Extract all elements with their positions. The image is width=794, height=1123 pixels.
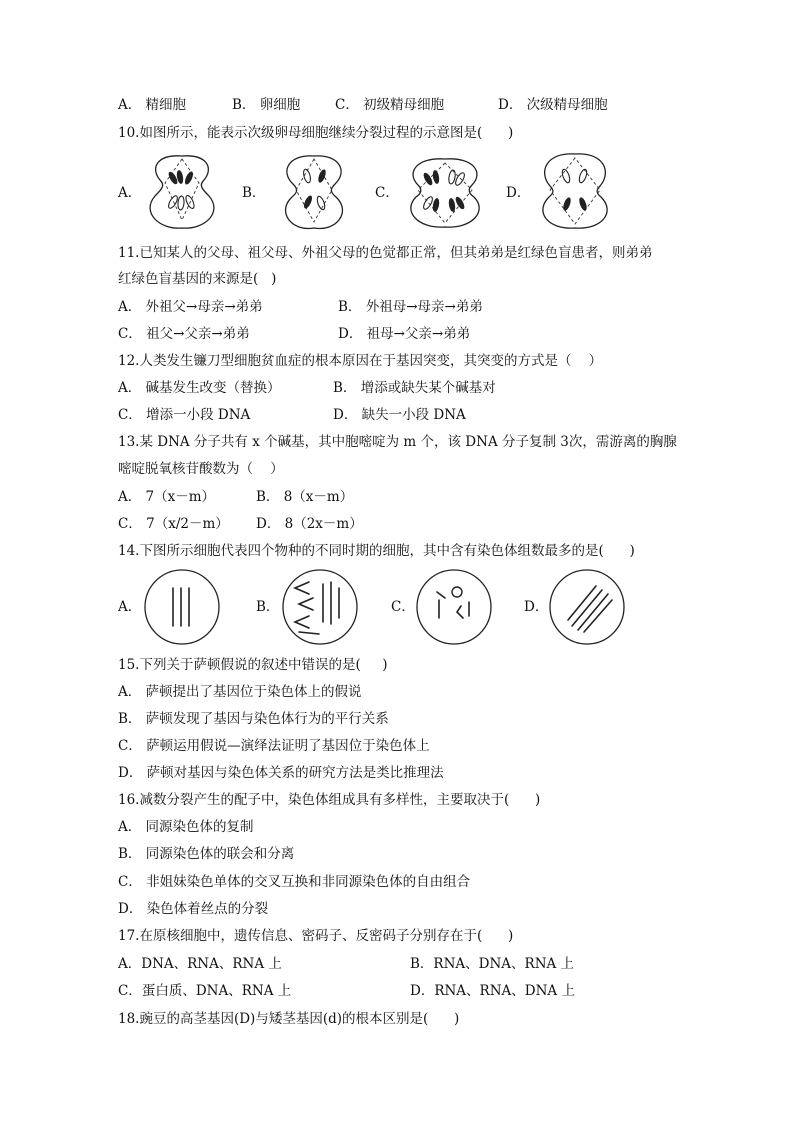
q14-cell-c-diagram — [415, 568, 493, 646]
q14-figure-label-c: C． — [391, 599, 415, 615]
q14-stem: 14.下图所示细胞代表四个物种的不同时期的细胞，其中含有染色体组数最多的是( ) — [118, 543, 635, 559]
q15-stem: 15.下列关于萨顿假说的叙述中错误的是( ) — [118, 657, 388, 673]
q12-option-b: B． 增添或缺失某个碱基对 — [333, 380, 496, 396]
q11-stem-line1: 11.已知某人的父母、祖父母、外祖父母的色觉都正常，但其弟弟是红绿色盲患者，则弟弟 — [118, 245, 653, 261]
q9-option-b: B． 卵细胞 — [232, 97, 301, 113]
q12-option-d: D． 缺失一小段 DNA — [333, 407, 466, 423]
q10-cell-c-diagram — [406, 155, 484, 230]
q9-option-c: C． 初级精母细胞 — [335, 97, 445, 113]
q9-option-d: D． 次级精母细胞 — [498, 97, 608, 113]
q11-option-b: B． 外祖母→母亲→弟弟 — [338, 299, 483, 315]
q11-option-d: D． 祖母→父亲→弟弟 — [338, 326, 471, 342]
q11-option-a: A． 外祖父→母亲→弟弟 — [118, 299, 263, 315]
q12-option-c: C． 增添一小段 DNA — [118, 407, 251, 423]
q14-figure-label-a: A． — [118, 599, 142, 615]
q10-figure-label-b: B． — [242, 185, 266, 201]
q10-cell-d-diagram — [536, 150, 614, 232]
q16-option-b: B． 同源染色体的联会和分离 — [118, 846, 295, 862]
q17-option-c: C．蛋白质、DNA、RNA 上 — [118, 983, 292, 999]
q14-cell-a-diagram — [143, 568, 221, 646]
q15-option-b: B． 萨顿发现了基因与染色体行为的平行关系 — [118, 711, 389, 727]
q17-option-a: A．DNA、RNA、RNA 上 — [118, 956, 282, 972]
q13-option-c: C． 7（x/2－m） — [118, 516, 229, 532]
q18-stem: 18.豌豆的高茎基因(D)与矮茎基因(d)的根本区别是( ) — [118, 1011, 460, 1027]
q13-stem-line1: 13.某 DNA 分子共有 x 个碱基，其中胞嘧啶为 m 个，该 DNA 分子复制 3次，需游离的胸腺 — [118, 434, 677, 450]
q14-figure-label-d: D． — [524, 599, 549, 615]
q12-stem: 12.人类发生镰刀型细胞贫血症的根本原因在于基因突变，其突变的方式是（ ） — [118, 353, 603, 369]
q17-stem: 17.在原核细胞中，遗传信息、密码子、反密码子分别存在于( ) — [118, 928, 514, 944]
q10-figure-label-a: A． — [118, 185, 142, 201]
q14-cell-b-diagram — [281, 568, 359, 646]
q13-stem-line2: 嘧啶脱氧核苷酸数为（ ） — [118, 461, 284, 477]
q12-option-a: A． 碱基发生改变（替换） — [118, 380, 281, 396]
q10-cell-b-diagram — [278, 150, 350, 232]
q13-option-b: B． 8（x－m） — [256, 489, 354, 505]
q9-option-a: A． 精细胞 — [118, 97, 187, 113]
q15-option-c: C． 萨顿运用假说—演绎法证明了基因位于染色体上 — [118, 738, 430, 754]
q15-option-d: D． 萨顿对基因与染色体关系的研究方法是类比推理法 — [118, 765, 444, 781]
q16-option-d: D． 染色体着丝点的分裂 — [118, 901, 269, 917]
q10-cell-a-diagram — [145, 150, 220, 232]
q13-option-d: D． 8（2x－m） — [256, 516, 363, 532]
q11-option-c: C． 祖父→父亲→弟弟 — [118, 326, 250, 342]
q17-option-b: B．RNA、DNA、RNA 上 — [410, 956, 575, 972]
q10-figure-label-d: D． — [506, 185, 531, 201]
q16-option-c: C． 非姐妹染色单体的交叉互换和非同源染色体的自由组合 — [118, 874, 471, 890]
q16-option-a: A． 同源染色体的复制 — [118, 819, 254, 835]
q10-figure-label-c: C． — [375, 185, 399, 201]
q17-option-d: D．RNA、RNA、DNA 上 — [410, 983, 575, 999]
q10-stem: 10.如图所示，能表示次级卵母细胞继续分裂过程的示意图是( ) — [118, 125, 514, 141]
q14-cell-d-diagram — [548, 568, 626, 646]
q11-stem-line2: 红绿色盲基因的来源是( ) — [118, 271, 277, 287]
q13-option-a: A． 7（x－m） — [118, 489, 216, 505]
q14-figure-label-b: B． — [256, 599, 280, 615]
q16-stem: 16.减数分裂产生的配子中，染色体组成具有多样性，主要取决于( ) — [118, 792, 541, 808]
q15-option-a: A． 萨顿提出了基因位于染色体上的假说 — [118, 684, 362, 700]
